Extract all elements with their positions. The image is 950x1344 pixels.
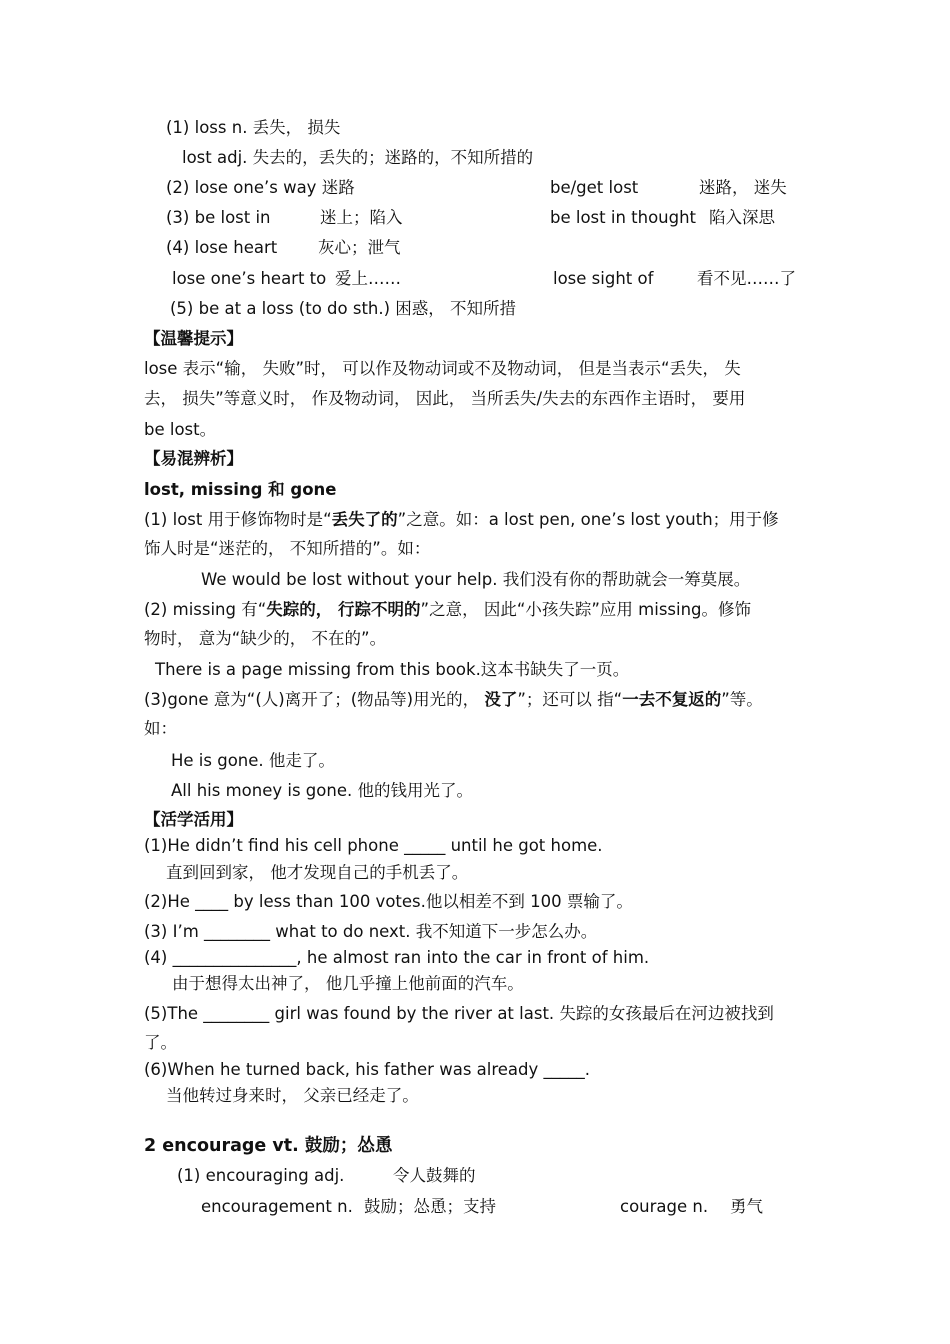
gone-keyword: 没了 bbox=[484, 690, 518, 709]
encourage-heading: 2 encourage vt. 鼓励；怂恿 bbox=[144, 1136, 393, 1156]
courage-meaning: 勇气 bbox=[730, 1197, 763, 1216]
lost-explanation: (1) lost 用于修饰物时是“丢失了的”之意。如：a lost pen, one’s lost youth；用于修 bbox=[144, 510, 779, 529]
practice-question: (4) _______________, he almost ran into the car in front of him. bbox=[144, 948, 650, 967]
lose-heart-meaning: 灰心；泄气 bbox=[318, 238, 401, 257]
gone-explanation: (3)gone 意为“(人)离开了；(物品等)用光的， 没了”；还可以 指“一去不复返的”等。 bbox=[144, 690, 763, 709]
practice-heading: 【活学活用】 bbox=[144, 810, 243, 829]
be-lost-in-meaning: 迷上；陷入 bbox=[320, 208, 403, 227]
lost-adj-entry: lost adj. 失去的，丢失的；迷路的，不知所措的 bbox=[182, 148, 534, 167]
practice-translation: 直到回到家， 他才发现自己的手机丢了。 bbox=[166, 863, 469, 882]
practice-question: (1)He didn’t find his cell phone _____ until he got home. bbox=[144, 836, 603, 855]
practice-question: (3) I’m ________ what to do next. 我不知道下一步怎么办。 bbox=[144, 922, 598, 941]
loss-entry: (1) loss n. 丢失， 损失 bbox=[166, 118, 341, 137]
be-lost-in-thought-meaning: 陷入深思 bbox=[709, 208, 775, 227]
lose-heart-to-meaning: 爱上…… bbox=[335, 269, 401, 288]
be-get-lost-meaning: 迷路， 迷失 bbox=[699, 178, 787, 197]
practice-question: (6)When he turned back, his father was already _____. bbox=[144, 1060, 591, 1079]
confusion-heading: 【易混辨析】 bbox=[144, 449, 243, 468]
encouragement-meaning: 鼓励；怂恿；支持 bbox=[364, 1197, 496, 1216]
lost-keyword: 丢失了的 bbox=[331, 510, 398, 529]
practice-question-cont: 了。 bbox=[144, 1033, 177, 1052]
at-a-loss-entry: (5) be at a loss (to do sth.) 困惑， 不知所措 bbox=[170, 299, 517, 318]
be-lost-in-entry: (3) be lost in bbox=[166, 208, 271, 227]
gone-example: He is gone. 他走了。 bbox=[171, 751, 335, 770]
lost-example: We would be lost without your help. 我们没有你的帮助就会一筹莫展。 bbox=[201, 570, 751, 589]
lose-way-entry: (2) lose one’s way 迷路 bbox=[166, 178, 355, 197]
courage-entry: courage n. bbox=[620, 1197, 709, 1216]
be-lost-in-thought-entry: be lost in thought bbox=[550, 208, 697, 227]
practice-question: (5)The ________ girl was found by the river at last. 失踪的女孩最后在河边被找到 bbox=[144, 1004, 774, 1023]
tips-line: 去， 损失”等意义时， 作及物动词， 因此， 当所丢失/失去的东西作主语时， 要用 bbox=[144, 389, 746, 408]
missing-keyword: 失踪的， 行踪不明的 bbox=[266, 600, 421, 619]
practice-translation: 由于想得太出神了， 他几乎撞上他前面的汽车。 bbox=[172, 974, 524, 993]
lose-heart-to-entry: lose one’s heart to bbox=[172, 269, 327, 288]
be-get-lost-entry: be/get lost bbox=[550, 178, 639, 197]
missing-explanation-cont: 物时， 意为“缺少的， 不在的”。 bbox=[144, 629, 387, 648]
lost-explanation-cont: 饰人时是“迷茫的， 不知所措的”。如： bbox=[144, 539, 431, 558]
encouraging-meaning: 令人鼓舞的 bbox=[393, 1166, 476, 1185]
encouraging-entry: (1) encouraging adj. bbox=[177, 1166, 345, 1185]
tips-heading: 【温馨提示】 bbox=[144, 329, 243, 348]
practice-translation: 当他转过身来时， 父亲已经走了。 bbox=[166, 1086, 419, 1105]
missing-example: There is a page missing from this book.这本书缺失了一页。 bbox=[155, 660, 630, 679]
tips-line: be lost。 bbox=[144, 420, 217, 439]
missing-explanation: (2) missing 有“失踪的， 行踪不明的”之意， 因此“小孩失踪”应用 missing。修饰 bbox=[144, 600, 752, 619]
gone-keyword-2: 一去不复返的 bbox=[622, 690, 722, 709]
gone-example: All his money is gone. 他的钱用光了。 bbox=[171, 781, 473, 800]
lose-sight-of-meaning: 看不见……了 bbox=[697, 269, 796, 288]
encouragement-entry: encouragement n. bbox=[201, 1197, 353, 1216]
confusion-title: lost, missing 和 gone bbox=[144, 480, 337, 499]
practice-question: (2)He ____ by less than 100 votes.他以相差不到 100 票输了。 bbox=[144, 892, 633, 911]
tips-line: lose 表示“输， 失败”时， 可以作及物动词或不及物动词， 但是当表示“丢失， 失 bbox=[144, 359, 741, 378]
gone-explanation-cont: 如： bbox=[144, 719, 177, 738]
lose-heart-entry: (4) lose heart bbox=[166, 238, 278, 257]
lose-sight-of-entry: lose sight of bbox=[553, 269, 654, 288]
